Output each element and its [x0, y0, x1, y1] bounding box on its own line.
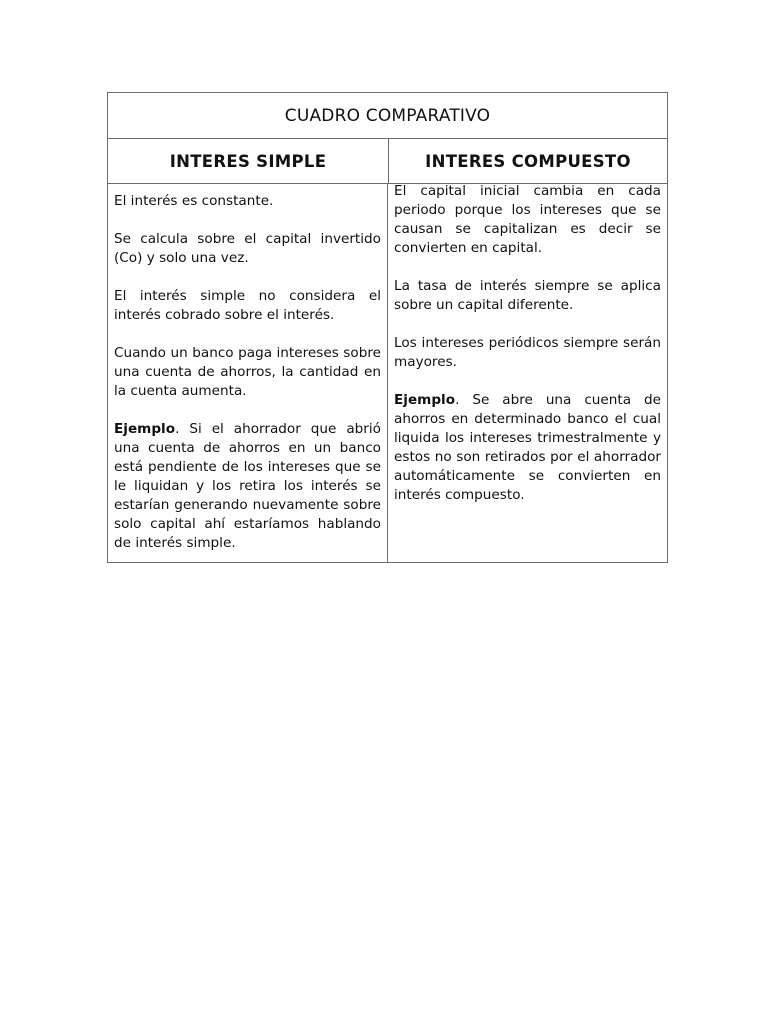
column-header-compound: INTERES COMPUESTO	[425, 151, 631, 171]
body-row	[108, 184, 667, 562]
paragraph	[114, 230, 381, 268]
paragraph	[114, 287, 381, 325]
example-lead: Ejemplo	[114, 421, 176, 437]
paragraph-text: Los intereses periódicos siempre serán mayores.	[394, 335, 661, 370]
column-body-simple	[108, 184, 388, 562]
example-paragraph	[394, 391, 661, 505]
header-row	[108, 139, 667, 184]
paragraph	[114, 344, 381, 401]
paragraph-text: . Se abre una cuenta de ahorros en determinado banco el cual liquida los intereses trimestralmente y estos no son retirados por el ahorrador automáticamente se convierten en interés compuesto.	[394, 392, 661, 503]
paragraph-text: Cuando un banco paga intereses sobre una cuenta de ahorros, la cantidad en la cuenta aumenta.	[114, 345, 381, 399]
column-body-compound	[388, 182, 667, 562]
paragraph-text: Se calcula sobre el capital invertido (Co) y solo una vez.	[114, 231, 381, 266]
paragraph	[394, 334, 661, 372]
paragraph	[394, 182, 661, 258]
paragraph-text: . Si el ahorrador que abrió una cuenta de ahorros en un banco está pendiente de los intereses que se le liquidan y los retira los interés se estarían generando nuevamente sobre solo capital ahí estaríamos hablando de interés simple.	[114, 421, 381, 551]
example-paragraph	[114, 420, 381, 553]
paragraph-text: El capital inicial cambia en cada periodo porque los intereses que se causan se capitalizan es decir se convierten en capital.	[394, 183, 661, 256]
paragraph	[114, 192, 381, 211]
example-lead: Ejemplo	[394, 392, 456, 408]
paragraph-text: El interés simple no considera el interés cobrado sobre el interés.	[114, 288, 381, 323]
table-title: CUADRO COMPARATIVO	[108, 93, 667, 139]
comparison-table	[107, 92, 668, 563]
paragraph-text: La tasa de interés siempre se aplica sobre un capital diferente.	[394, 278, 661, 313]
column-header-simple: INTERES SIMPLE	[108, 139, 389, 183]
paragraph	[394, 277, 661, 315]
paragraph-text: El interés es constante.	[114, 193, 274, 209]
